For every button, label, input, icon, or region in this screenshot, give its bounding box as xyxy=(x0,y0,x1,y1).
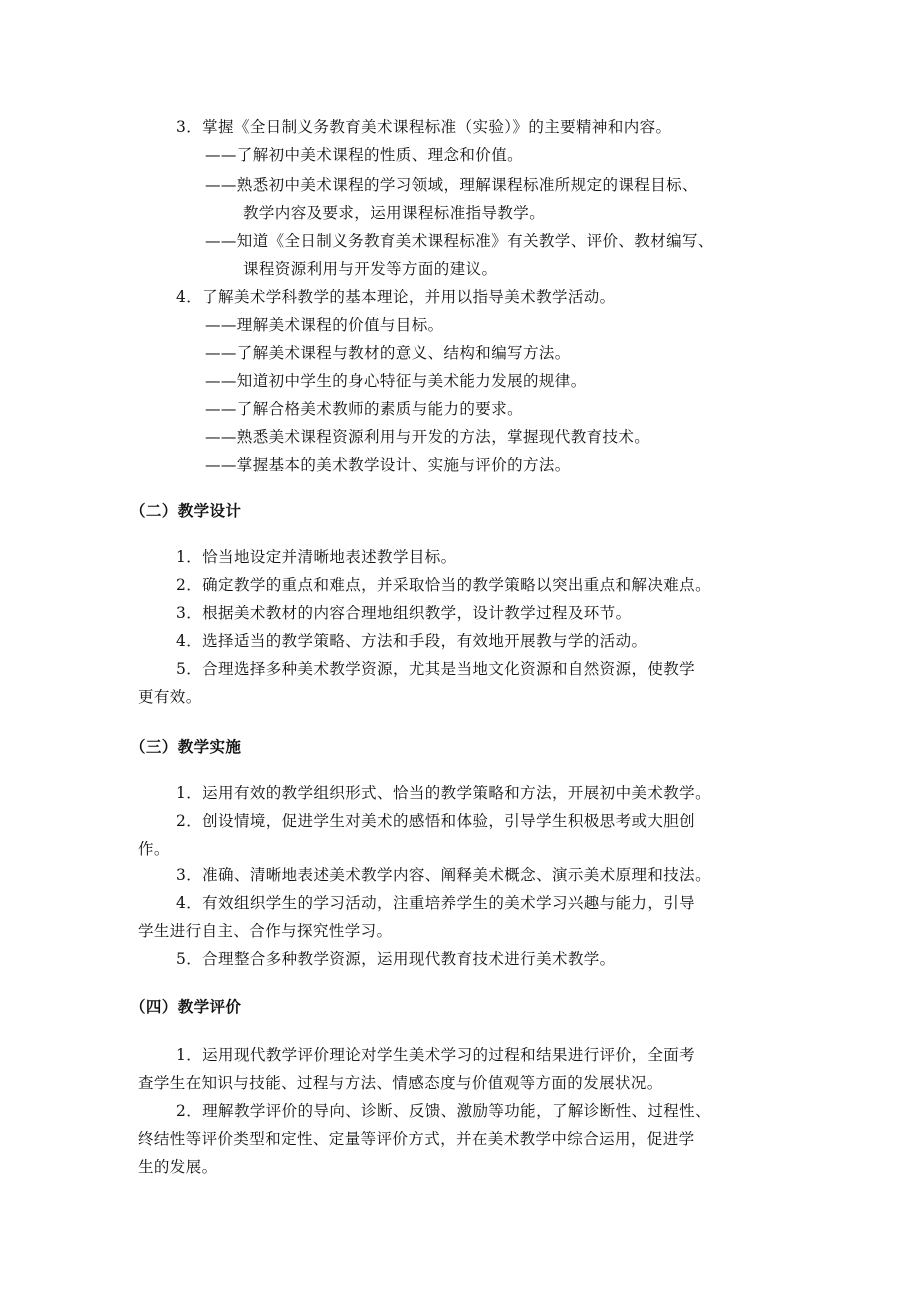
paragraph-line: 5．合理选择多种美术教学资源，尤其是当地文化资源和自然资源，使教学 xyxy=(176,660,696,678)
item-3-point-continuation: 教学内容及要求，运用课程标准指导教学。 xyxy=(243,204,546,222)
paragraph-line: 3．准确、清晰地表述美术教学内容、阐释美术概念、演示美术原理和技法。 xyxy=(176,866,711,884)
item-4-point: ——熟悉美术课程资源利用与开发的方法，掌握现代教育技术。 xyxy=(205,428,651,446)
item-4-point: ——理解美术课程的价值与目标。 xyxy=(205,316,444,334)
paragraph-line: 2．理解教学评价的导向、诊断、反馈、激励等功能，了解诊断性、过程性、 xyxy=(176,1102,711,1120)
paragraph-line: 1．运用现代教学评价理论对学生美术学习的过程和结果进行评价，全面考 xyxy=(176,1046,696,1064)
paragraph-line-continuation: 生的发展。 xyxy=(138,1158,218,1176)
paragraph-line-continuation: 查学生在知识与技能、过程与方法、情感态度与价值观等方面的发展状况。 xyxy=(138,1074,663,1092)
paragraph-line: 1．运用有效的教学组织形式、恰当的教学策略和方法，开展初中美术教学。 xyxy=(176,784,711,802)
item-4-point: ——了解合格美术教师的素质与能力的要求。 xyxy=(205,400,524,418)
paragraph-line-continuation: 更有效。 xyxy=(138,688,202,706)
paragraph-line: 2．创设情境，促进学生对美术的感悟和体验，引导学生积极思考或大胆创 xyxy=(176,812,696,830)
paragraph-line-continuation: 学生进行自主、合作与探究性学习。 xyxy=(138,922,393,940)
item-3-point-continuation: 课程资源利用与开发等方面的建议。 xyxy=(243,260,498,278)
item-4-point: ——知道初中学生的身心特征与美术能力发展的规律。 xyxy=(205,372,587,390)
item-3-point: ——知道《全日制义务教育美术课程标准》有关教学、评价、教材编写、 xyxy=(205,232,714,250)
paragraph-line: 3．根据美术教材的内容合理地组织教学，设计教学过程及环节。 xyxy=(176,604,632,622)
section-heading-teaching-design: （二）教学设计 xyxy=(130,501,242,520)
item-3-point: ——熟悉初中美术课程的学习领域，理解课程标准所规定的课程目标、 xyxy=(205,176,698,194)
paragraph-line: 5．合理整合多种教学资源，运用现代教育技术进行美术教学。 xyxy=(176,950,616,968)
item-3-point: ——了解初中美术课程的性质、理念和价值。 xyxy=(205,146,524,164)
paragraph-line: 4．有效组织学生的学习活动，注重培养学生的美术学习兴趣与能力，引导 xyxy=(176,894,696,912)
item-4-point: ——了解美术课程与教材的意义、结构和编写方法。 xyxy=(205,344,571,362)
paragraph-line-continuation: 作。 xyxy=(138,840,170,858)
paragraph-line: 4．选择适当的教学策略、方法和手段，有效地开展教与学的活动。 xyxy=(176,632,648,650)
paragraph-line: 2．确定教学的重点和难点，并采取恰当的教学策略以突出重点和解决难点。 xyxy=(176,576,711,594)
item-4-point: ——掌握基本的美术教学设计、实施与评价的方法。 xyxy=(205,456,571,474)
section-heading-teaching-evaluation: （四）教学评价 xyxy=(130,997,242,1016)
item-3-title: 3．掌握《全日制义务教育美术课程标准（实验）》的主要精神和内容。 xyxy=(176,118,672,136)
item-4-title: 4．了解美术学科教学的基本理论，并用以指导美术教学活动。 xyxy=(176,288,616,306)
section-heading-teaching-implementation: （三）教学实施 xyxy=(130,737,242,756)
paragraph-line: 1．恰当地设定并清晰地表述教学目标。 xyxy=(176,548,457,566)
paragraph-line-continuation: 终结性等评价类型和定性、定量等评价方式，并在美术教学中综合运用，促进学 xyxy=(138,1130,695,1148)
